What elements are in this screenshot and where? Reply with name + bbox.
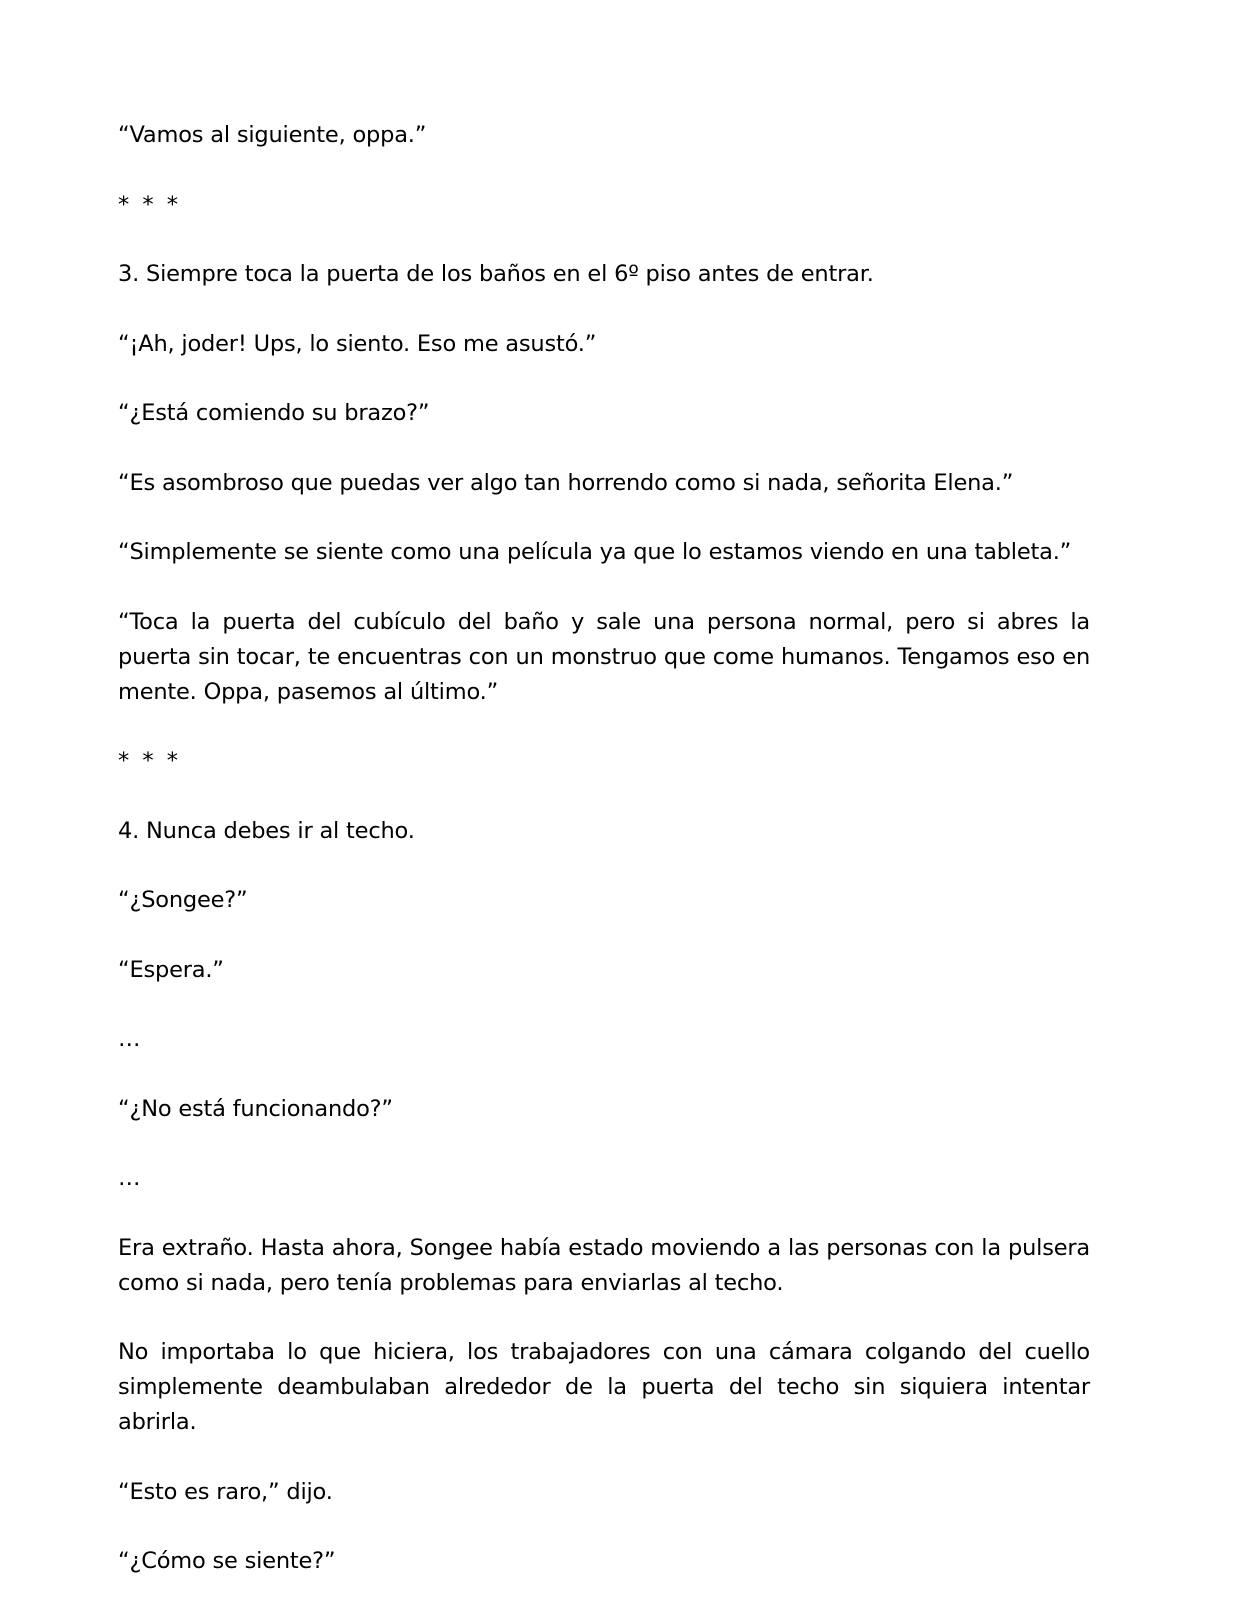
section-separator: * * * xyxy=(118,191,182,218)
dialogue-paragraph: “Toca la puerta del cubículo del baño y sale una persona normal, pero si abres la puerta sin tocar, te encuentras con un monstruo que come humanos. Tengamos eso en mente. Oppa, pasemos al último.” xyxy=(118,608,1090,705)
ellipsis-paragraph: … xyxy=(118,1026,141,1052)
narrative-paragraph: Era extraño. Hasta ahora, Songee había estado moviendo a las personas con la pulsera como si nada, pero tenía problemas para enviarlas al techo. xyxy=(118,1234,1090,1296)
dialogue-paragraph: “Esto es raro,” dijo. xyxy=(118,1478,333,1505)
dialogue-paragraph: “Vamos al siguiente, oppa.” xyxy=(118,122,427,148)
dialogue-paragraph: “¿No está funcionando?” xyxy=(118,1095,393,1122)
dialogue-paragraph: “¿Cómo se siente?” xyxy=(118,1548,336,1574)
dialogue-paragraph: “Espera.” xyxy=(118,956,224,983)
dialogue-paragraph: “Es asombroso que puedas ver algo tan horrendo como si nada, señorita Elena.” xyxy=(118,469,1014,496)
text-column xyxy=(118,118,1090,1614)
dialogue-paragraph: “¡Ah, joder! Ups, lo siento. Eso me asustó.” xyxy=(118,330,597,357)
dialogue-paragraph: “¿Está comiendo su brazo?” xyxy=(118,400,430,426)
rule-heading: 3. Siempre toca la puerta de los baños en el 6º piso antes de entrar. xyxy=(118,261,874,287)
dialogue-paragraph: “¿Songee?” xyxy=(118,887,248,913)
section-separator: * * * xyxy=(118,748,182,774)
narrative-paragraph: No importaba lo que hiciera, los trabajadores con una cámara colgando del cuello simplemente deambulaban alrededor de la puerta del techo sin siquiera intentar abrirla. xyxy=(118,1339,1090,1435)
rule-heading: 4. Nunca debes ir al techo. xyxy=(118,817,415,844)
ellipsis-paragraph: … xyxy=(118,1165,141,1191)
dialogue-paragraph: “Simplemente se siente como una película ya que lo estamos viendo en una tableta.” xyxy=(118,539,1072,565)
